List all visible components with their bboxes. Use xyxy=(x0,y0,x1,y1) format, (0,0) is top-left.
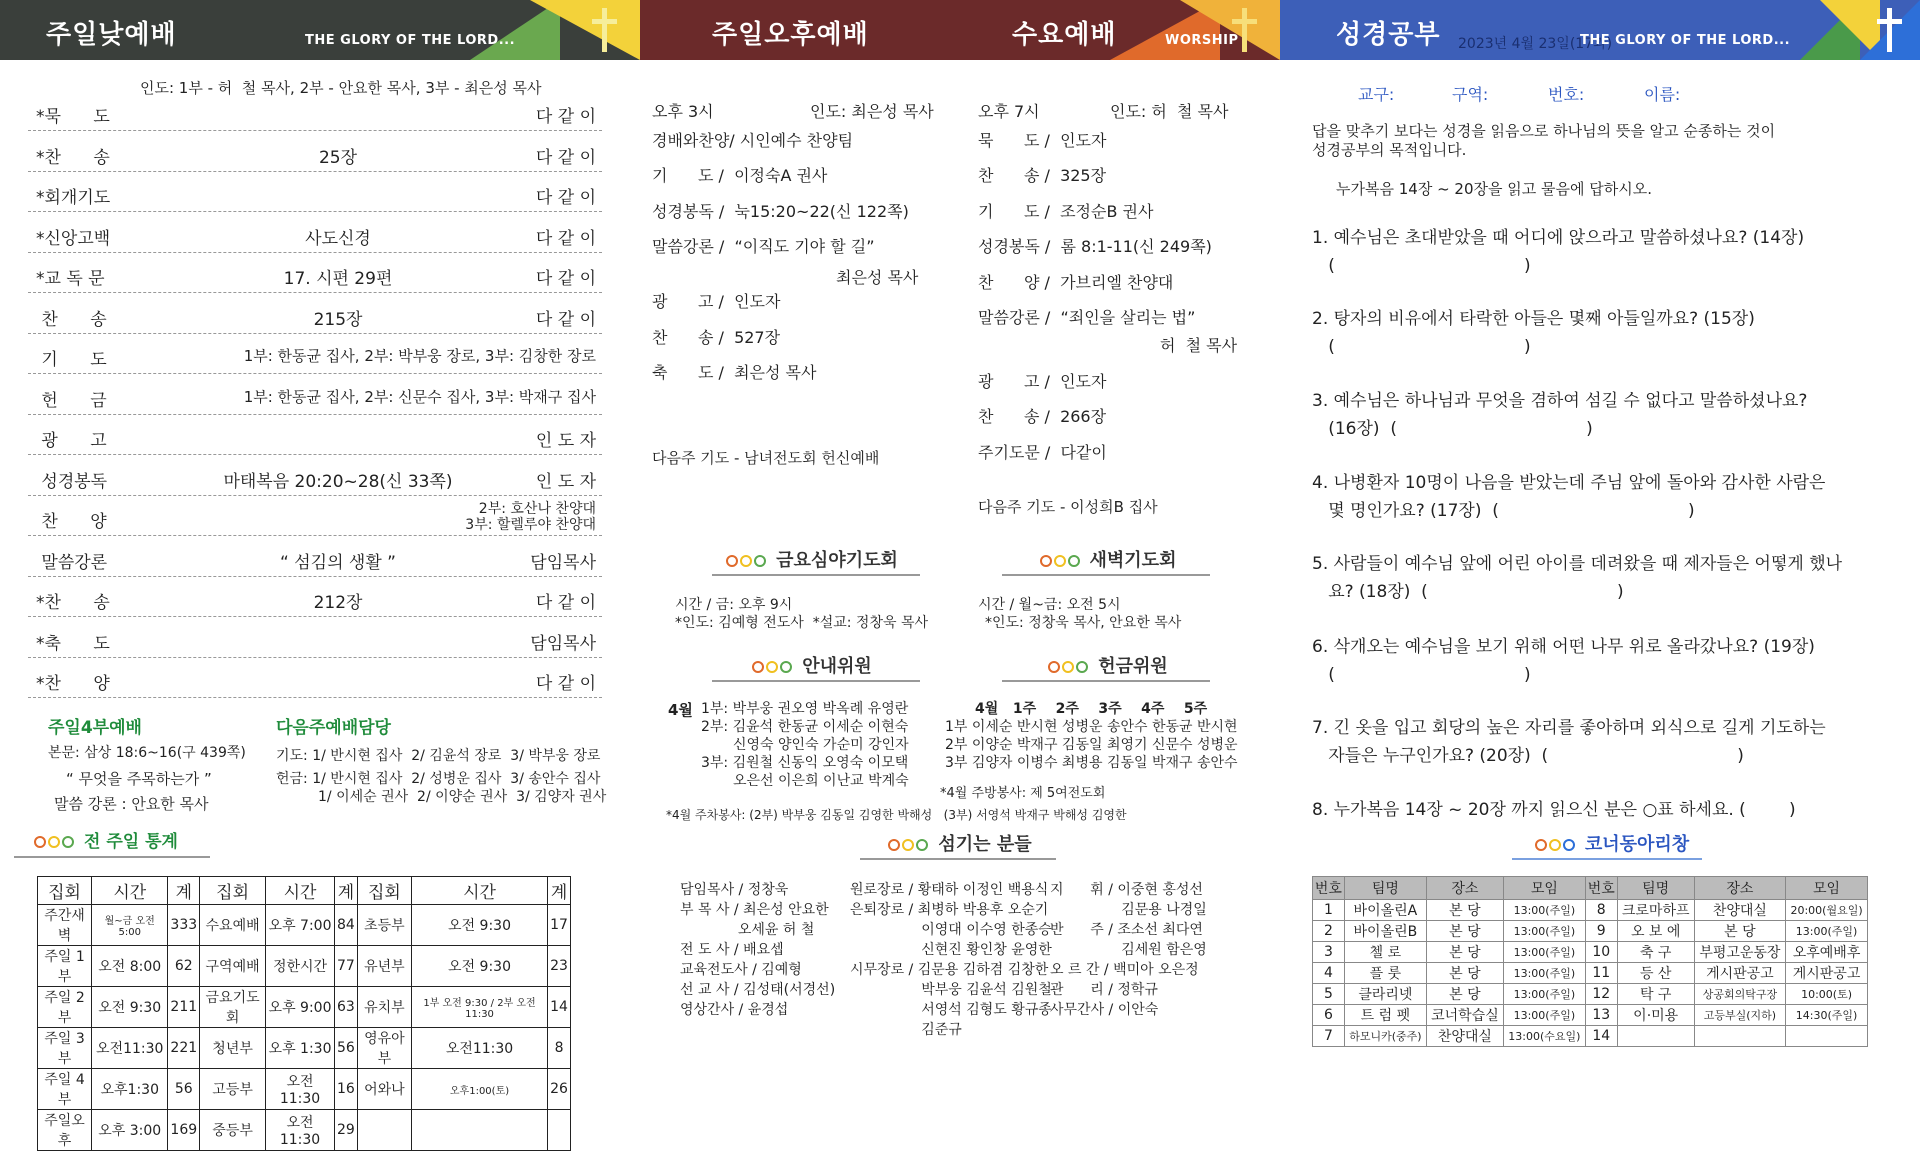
wednesday-line: 기 도 / 조정순B 권사 xyxy=(978,202,1154,221)
ushers-heading: 안내위원 xyxy=(712,652,912,678)
row-leader: 담임목사 xyxy=(530,552,596,573)
header-subtitle: THE GLORY OF THE LORD... xyxy=(305,33,516,48)
offering-heading: 헌금위원 xyxy=(1008,652,1208,678)
question: 8. 누가복음 14장 ~ 20장 까지 읽으신 분은 ○표 하세요. ( ) xyxy=(1312,800,1796,820)
offering-line: 3부 김양자 이병수 최병용 김동일 박재구 송안수 xyxy=(945,755,1238,771)
club-cell: 코너학습실 xyxy=(1426,1005,1503,1026)
club-cell: 등 산 xyxy=(1617,963,1694,984)
stats-cell: 수요예배 xyxy=(200,905,266,946)
club-cell: 크로마하프 xyxy=(1617,900,1694,921)
stats-row xyxy=(38,987,571,1028)
usher-line: 2부: 김윤석 한동균 이세순 이현숙 xyxy=(701,719,909,735)
row-leader: 다 같 이 xyxy=(535,269,596,289)
stats-heading xyxy=(34,827,178,852)
stats-cell: 17 xyxy=(548,905,571,946)
stats-cell: 8 xyxy=(548,1028,571,1069)
club-cell: 10:00(토) xyxy=(1786,984,1868,1005)
stats-header: 계 xyxy=(335,877,358,905)
worship-row xyxy=(28,337,602,374)
stats-cell: 금요기도회 xyxy=(200,987,266,1028)
field-name: 이름: xyxy=(1644,85,1681,104)
club-cell: 본 당 xyxy=(1426,984,1503,1005)
dots-icon xyxy=(1048,656,1090,677)
stats-cell: 청년부 xyxy=(200,1028,266,1069)
staff-col-2: 원로장로 / 황태하 이정인 백용식 은퇴장로 / 최병하 박용후 오순기 이영대 이수영 한종승 신현진 황인창 윤영한 시무장로 / 김문용 김하겸 김창한 박부웅 김윤석 김원철 서영석 김형도 황규종 김준규 xyxy=(850,882,1052,1038)
header-bible-study xyxy=(1280,0,1920,60)
offering-header: 4월 1주 2주 3주 4주 5주 xyxy=(975,701,1208,717)
row-leader: 2부: 호산나 찬양대 3부: 할렐루야 찬양대 xyxy=(465,501,596,533)
club-table xyxy=(1312,876,1868,1047)
stats-header: 집회 xyxy=(38,877,92,905)
club-cell: 14:30(주일) xyxy=(1786,1005,1868,1026)
stats-cell: 주일 4부 xyxy=(38,1069,92,1110)
stats-cell: 오후1:30 xyxy=(92,1069,168,1110)
club-cell: 13:00(주일) xyxy=(1503,921,1585,942)
club-row xyxy=(1313,984,1868,1005)
afternoon-line: 기 도 / 이정숙A 권사 xyxy=(652,166,828,185)
dawn-time: 시간 / 월~금: 오전 5시 xyxy=(978,597,1121,613)
stats-header: 계 xyxy=(168,877,200,905)
worship-row xyxy=(28,661,602,698)
stats-cell: 주일 2부 xyxy=(38,987,92,1028)
cross-icon xyxy=(1230,8,1260,52)
stats-cell: 16 xyxy=(335,1069,358,1110)
cross-icon xyxy=(1875,8,1905,52)
row-label: *찬 송 xyxy=(36,593,110,613)
row-leader: 다 같 이 xyxy=(535,188,596,208)
stats-cell: 오후 7:00 xyxy=(266,905,335,946)
worship-row xyxy=(28,297,602,334)
club-row xyxy=(1313,900,1868,921)
row-leader: 다 같 이 xyxy=(535,147,596,168)
question: 6. 삭개오는 예수님을 보기 위해 어떤 나무 위로 올라갔나요? (19장) ( ) xyxy=(1312,637,1815,685)
stats-cell: 오전 9:30 xyxy=(411,905,547,946)
usher-line: 1부: 박부웅 권오영 박옥례 유영란 xyxy=(701,701,909,717)
club-row xyxy=(1313,963,1868,984)
study-intro: 답을 맞추기 보다는 성경을 읽음으로 하나님의 뜻을 알고 순종하는 것이 성경공부의 목적입니다. xyxy=(1312,122,1776,159)
offering-line: 1부 이세순 반시현 성병운 송안수 한동균 반시현 xyxy=(945,719,1238,735)
club-cell: 오 보 에 xyxy=(1617,921,1694,942)
stats-cell: 주일 3부 xyxy=(38,1028,92,1069)
dots-icon xyxy=(726,550,768,571)
club-row xyxy=(1313,1026,1868,1047)
stats-header: 시간 xyxy=(266,877,335,905)
club-cell: 찬양대실 xyxy=(1426,1026,1503,1047)
row-label: *교 독 문 xyxy=(36,269,105,289)
club-cell: 게시판공고 xyxy=(1694,963,1785,984)
club-cell: 13:00(주일) xyxy=(1503,942,1585,963)
stats-row xyxy=(38,1028,571,1069)
next-week-prayer: 기도: 1/ 반시현 집사 2/ 김윤석 장로 3/ 박부웅 장로 xyxy=(276,748,601,764)
header-sunday-morning xyxy=(0,0,640,60)
dots-icon xyxy=(888,834,930,855)
stats-cell: 23 xyxy=(548,946,571,987)
row-label: *회개기도 xyxy=(36,188,111,208)
stats-cell: 333 xyxy=(168,905,200,946)
next-week-title: 다음주예배담당 xyxy=(276,718,391,738)
stats-row xyxy=(38,905,571,946)
club-heading: 코너동아리창 xyxy=(1512,830,1712,856)
worship-row xyxy=(28,621,602,658)
ushers-month: 4월 xyxy=(668,701,693,719)
row-label: *찬 송 xyxy=(36,147,110,168)
stats-cell: 56 xyxy=(335,1028,358,1069)
stats-cell: 어와나 xyxy=(357,1069,411,1110)
worship-row xyxy=(28,499,602,536)
stats-cell xyxy=(548,1110,571,1151)
row-label: 헌 금 xyxy=(36,390,107,411)
row-content: 212장 xyxy=(313,593,363,613)
question: 4. 나병환자 10명이 나음을 받았는데 주님 앞에 돌아와 감사한 사람은 몇 명인가요? (17장) ( ) xyxy=(1312,473,1826,521)
offering-line: 2부 이양순 박재구 김동일 최영기 신문수 성병운 xyxy=(945,737,1238,753)
stats-cell: 오후 9:00 xyxy=(266,987,335,1028)
club-cell: 20:00(월요일) xyxy=(1786,900,1868,921)
header-subtitle-wednesday: WORSHIP xyxy=(1165,33,1239,48)
club-cell: 2 xyxy=(1313,921,1345,942)
question: 5. 사람들이 예수님 앞에 어린 아이를 데려왔을 때 제자들은 어떻게 했나 요? (18장) ( ) xyxy=(1312,554,1843,602)
afternoon-line: 성경봉독 / 눅15:20~22(신 122쪽) xyxy=(652,202,909,221)
row-content: 마태복음 20:20~28(신 33쪽) xyxy=(223,471,453,492)
afternoon-leader: 인도: 최은성 목사 xyxy=(810,102,934,121)
stats-cell: 63 xyxy=(335,987,358,1028)
next-week-offering-2: 1/ 이세순 권사 2/ 이양순 권사 3/ 김양자 권사 xyxy=(318,789,607,805)
stats-cell: 오전 9:30 xyxy=(411,946,547,987)
club-cell: 13:00(주일) xyxy=(1503,984,1585,1005)
club-cell: 부평고운동장 xyxy=(1694,942,1785,963)
club-header: 모임 xyxy=(1786,877,1868,900)
club-cell: 첼 로 xyxy=(1344,942,1426,963)
afternoon-time: 오후 3시 xyxy=(652,102,714,121)
wednesday-next-prayer: 다음주 기도 - 이성희B 집사 xyxy=(978,498,1158,516)
stats-cell: 구역예배 xyxy=(200,946,266,987)
stats-row xyxy=(38,946,571,987)
club-cell: 본 당 xyxy=(1426,963,1503,984)
stats-cell: 주간새벽 xyxy=(38,905,92,946)
stats-cell: 211 xyxy=(168,987,200,1028)
fourth-service-text: 본문: 삼상 18:6~16(구 439쪽) xyxy=(48,745,246,761)
field-number: 번호: xyxy=(1548,85,1585,104)
wednesday-time: 오후 7시 xyxy=(978,102,1040,121)
row-content: 17. 시편 29편 xyxy=(283,269,393,289)
club-cell: 오후예배후 xyxy=(1786,942,1868,963)
club-cell: 탁 구 xyxy=(1617,984,1694,1005)
wednesday-leader: 인도: 허 철 목사 xyxy=(1110,102,1229,121)
club-row xyxy=(1313,921,1868,942)
header-title-wednesday: 수요예배 xyxy=(1012,20,1117,50)
club-cell: 13:00(주일) xyxy=(1786,921,1868,942)
stats-cell: 169 xyxy=(168,1110,200,1151)
worship-row xyxy=(28,418,602,455)
dots-icon xyxy=(752,656,794,677)
row-label: *축 도 xyxy=(36,633,110,654)
club-cell: 하모니카(중주) xyxy=(1344,1026,1426,1047)
club-cell: 바이올린A xyxy=(1344,900,1426,921)
fourth-service-preacher: 말씀 강론 : 안요한 목사 xyxy=(54,795,209,813)
stats-cell xyxy=(411,1110,547,1151)
club-cell: 11 xyxy=(1585,963,1617,984)
wednesday-line: 주기도문 / 다같이 xyxy=(978,443,1107,462)
row-leader: 1부: 한동균 집사, 2부: 신문수 집사, 3부: 박재구 집사 xyxy=(243,387,596,406)
club-cell: 클라리넷 xyxy=(1344,984,1426,1005)
question: 3. 예수님은 하나님과 무엇을 겸하여 섬길 수 없다고 말씀하셨나요? (16장) ( ) xyxy=(1312,391,1808,439)
header-sunday-afternoon xyxy=(640,0,1280,60)
club-cell: 본 당 xyxy=(1426,921,1503,942)
club-cell: 이·미용 xyxy=(1617,1005,1694,1026)
fourth-service-sermon: “ 무엇을 주목하는가 ” xyxy=(66,770,212,788)
stats-cell: 56 xyxy=(168,1069,200,1110)
dots-icon xyxy=(1040,550,1082,571)
club-cell: 6 xyxy=(1313,1005,1345,1026)
stats-cell: 14 xyxy=(548,987,571,1028)
stats-cell: 유치부 xyxy=(357,987,411,1028)
stats-cell: 오전 8:00 xyxy=(92,946,168,987)
club-cell: 트 럼 펫 xyxy=(1344,1005,1426,1026)
afternoon-line: 최은성 목사 xyxy=(836,268,919,287)
club-cell: 플 룻 xyxy=(1344,963,1426,984)
row-leader: 인 도 자 xyxy=(535,431,596,451)
club-header: 모임 xyxy=(1503,877,1585,900)
stats-cell: 26 xyxy=(548,1069,571,1110)
club-cell: 13:00(수요일) xyxy=(1503,1026,1585,1047)
usher-line: 신영숙 양인숙 가순미 강인자 xyxy=(733,737,909,753)
row-label: *묵 도 xyxy=(36,107,110,127)
club-cell: 본 당 xyxy=(1426,900,1503,921)
morning-leaders: 인도: 1부 - 허 철 목사, 2부 - 안요한 목사, 3부 - 최은성 목사 xyxy=(140,79,542,97)
club-cell: 축 구 xyxy=(1617,942,1694,963)
afternoon-line: 축 도 / 최은성 목사 xyxy=(652,363,817,382)
row-content: 25장 xyxy=(318,147,358,168)
club-cell: 3 xyxy=(1313,942,1345,963)
club-cell: 상공회의탁구장 xyxy=(1694,984,1785,1005)
wednesday-line: 찬 송 / 266장 xyxy=(978,407,1107,426)
row-leader: 담임목사 xyxy=(530,633,596,654)
fourth-service-title: 주일4부예배 xyxy=(48,718,142,738)
club-cell: 12 xyxy=(1585,984,1617,1005)
worship-row xyxy=(28,175,602,212)
club-cell: 13 xyxy=(1585,1005,1617,1026)
club-header: 팀명 xyxy=(1617,877,1694,900)
stats-cell: 주일오후 xyxy=(38,1110,92,1151)
row-leader: 다 같 이 xyxy=(535,674,596,694)
stats-row xyxy=(38,1069,571,1110)
wednesday-line: 허 철 목사 xyxy=(1160,336,1238,355)
field-district: 교구: xyxy=(1358,85,1395,104)
club-row xyxy=(1313,1005,1868,1026)
stats-cell: 오전11:30 xyxy=(411,1028,547,1069)
stats-cell: 62 xyxy=(168,946,200,987)
kitchen-service: *4월 주방봉사: 제 5여전도회 xyxy=(940,786,1106,801)
club-cell: 8 xyxy=(1585,900,1617,921)
stats-row xyxy=(38,1110,571,1151)
row-leader: 다 같 이 xyxy=(535,309,596,330)
afternoon-line: 경배와찬양/ 시인예수 찬양팀 xyxy=(652,131,854,150)
row-leader: 다 같 이 xyxy=(535,593,596,613)
row-label: 기 도 xyxy=(36,350,107,370)
club-cell: 13:00(주일) xyxy=(1503,963,1585,984)
club-cell xyxy=(1786,1026,1868,1047)
worship-row xyxy=(28,378,602,415)
club-cell: 바이올린B xyxy=(1344,921,1426,942)
question: 2. 탕자의 비유에서 타락한 아들은 몇째 아들일까요? (15장) ( ) xyxy=(1312,309,1755,357)
afternoon-next-prayer: 다음주 기도 - 남녀전도회 헌신예배 xyxy=(652,449,880,467)
row-content: 사도신경 xyxy=(305,228,371,249)
club-cell: 게시판공고 xyxy=(1786,963,1868,984)
club-cell: 5 xyxy=(1313,984,1345,1005)
stats-cell: 오후1:00(토) xyxy=(411,1069,547,1110)
stats-cell: 오전11:30 xyxy=(266,1069,335,1110)
stats-cell: 오전11:30 xyxy=(266,1110,335,1151)
stats-header: 계 xyxy=(548,877,571,905)
question: 7. 긴 옷을 입고 회당의 높은 자리를 좋아하며 외식으로 길게 기도하는 자들은 누구인가요? (20장) ( ) xyxy=(1312,718,1826,766)
header-subtitle: THE GLORY OF THE LORD... xyxy=(1580,33,1791,48)
club-cell: 9 xyxy=(1585,921,1617,942)
next-week-offering: 헌금: 1/ 반시현 집사 2/ 성병운 집사 3/ 송안수 집사 xyxy=(276,771,601,787)
afternoon-line: 광 고 / 인도자 xyxy=(652,292,781,311)
club-cell: 7 xyxy=(1313,1026,1345,1047)
row-leader: 인 도 자 xyxy=(535,471,596,492)
club-cell xyxy=(1694,1026,1785,1047)
stats-cell: 월~금 오전 5:00 xyxy=(92,905,168,946)
club-cell: 13:00(주일) xyxy=(1503,1005,1585,1026)
stats-header: 집회 xyxy=(200,877,266,905)
staff-col-1: 담임목사 / 정창욱 부 목 사 / 최은성 안요한 오세윤 허 철 전 도 사 / 배요셉 교육전도사 / 김예형 선 교 사 / 김성태(서경선) 영상간사 / 윤경섭 xyxy=(680,882,836,1018)
club-header: 번호 xyxy=(1313,877,1345,900)
row-label: *신앙고백 xyxy=(36,228,111,249)
club-cell: 4 xyxy=(1313,963,1345,984)
study-instruction: 누가복음 14장 ~ 20장을 읽고 물음에 답하시오. xyxy=(1336,180,1652,198)
stats-cell: 1부 오전 9:30 / 2부 오전 11:30 xyxy=(411,987,547,1028)
friday-time: 시간 / 금: 오후 9시 xyxy=(675,597,793,613)
wednesday-line: 말씀강론 / “죄인을 살리는 법” xyxy=(978,308,1196,327)
club-row xyxy=(1313,942,1868,963)
friday-heading: 금요심야기도회 xyxy=(712,546,912,572)
club-header: 장소 xyxy=(1426,877,1503,900)
usher-line: 오은선 이은희 이난교 박계숙 xyxy=(733,773,909,789)
row-label: 찬 양 xyxy=(36,512,107,532)
stats-title: 전 주일 통계 xyxy=(84,832,178,852)
club-cell: 본 당 xyxy=(1426,942,1503,963)
stats-cell: 정한시간 xyxy=(266,946,335,987)
worship-row xyxy=(28,94,602,131)
stats-cell: 221 xyxy=(168,1028,200,1069)
club-cell: 찬양대실 xyxy=(1694,900,1785,921)
club-cell: 14 xyxy=(1585,1026,1617,1047)
stats-cell xyxy=(357,1110,411,1151)
stats-cell: 77 xyxy=(335,946,358,987)
worship-row xyxy=(28,580,602,617)
stats-cell: 초등부 xyxy=(357,905,411,946)
stats-cell: 오후 1:30 xyxy=(266,1028,335,1069)
worship-row xyxy=(28,216,602,253)
usher-line: 3부: 김원철 신동익 오영숙 이모택 xyxy=(701,755,909,771)
stats-header: 시간 xyxy=(92,877,168,905)
stats-cell: 영유아부 xyxy=(357,1028,411,1069)
stats-cell: 유년부 xyxy=(357,946,411,987)
dots-icon xyxy=(34,832,76,852)
parking-service: *4월 주차봉사: (2부) 박부웅 김동일 김영한 박해성 (3부) 서영석 박재구 박해성 김영한 xyxy=(666,808,1127,822)
afternoon-line: 말씀강론 / “이직도 기야 할 길” xyxy=(652,237,875,256)
row-label: 찬 송 xyxy=(36,309,107,330)
friday-leader: *인도: 김예형 전도사 *설교: 정창욱 목사 xyxy=(675,615,928,631)
club-cell: 10 xyxy=(1585,942,1617,963)
club-cell: 본 당 xyxy=(1694,921,1785,942)
wednesday-line: 묵 도 / 인도자 xyxy=(978,131,1107,150)
worship-row xyxy=(28,256,602,293)
row-content: 215장 xyxy=(313,309,363,330)
staff-heading: 섬기는 분들 xyxy=(860,830,1060,856)
row-leader: 다 같 이 xyxy=(535,107,596,127)
row-label: 광 고 xyxy=(36,431,107,451)
worship-row xyxy=(28,135,602,172)
wednesday-line: 광 고 / 인도자 xyxy=(978,372,1107,391)
stats-cell: 84 xyxy=(335,905,358,946)
wednesday-line: 찬 송 / 325장 xyxy=(978,166,1107,185)
stats-cell: 주일 1부 xyxy=(38,946,92,987)
row-label: *찬 양 xyxy=(36,674,110,694)
afternoon-line: 찬 송 / 527장 xyxy=(652,328,781,347)
staff-col-3: 지 휘 / 이중현 홍성선 김문용 나경일 반 주 / 조소선 최다연 김세원 함은영 오 르 간 / 백미아 오은정 관 리 / 정학규 사무간사 / 이안숙 xyxy=(1050,882,1207,1018)
stats-cell: 오후 3:00 xyxy=(92,1110,168,1151)
header-title: 주일낮예배 xyxy=(46,20,177,50)
cross-icon xyxy=(590,8,620,52)
stats-cell: 고등부 xyxy=(200,1069,266,1110)
stats-cell: 29 xyxy=(335,1110,358,1151)
club-cell: 고등부실(지하) xyxy=(1694,1005,1785,1026)
header-title: 주일오후예배 xyxy=(712,20,869,50)
question: 1. 예수님은 초대받았을 때 어디에 앉으라고 말씀하셨나요? (14장) ( ) xyxy=(1312,228,1805,276)
header-title: 성경공부 xyxy=(1336,20,1441,50)
club-header: 팀명 xyxy=(1344,877,1426,900)
row-leader: 1부: 한동균 집사, 2부: 박부웅 장로, 3부: 김창한 장로 xyxy=(243,347,596,365)
stats-header: 집회 xyxy=(357,877,411,905)
header-date: 2023년 4월 23일(17과) xyxy=(1458,36,1613,52)
club-cell: 1 xyxy=(1313,900,1345,921)
row-label: 말씀강론 xyxy=(36,552,108,573)
stats-header: 시간 xyxy=(411,877,547,905)
dawn-leader: *인도: 정창욱 목사, 안요한 목사 xyxy=(985,615,1182,631)
row-leader: 다 같 이 xyxy=(535,228,596,249)
field-zone: 구역: xyxy=(1452,85,1489,104)
stats-cell: 오전 9:30 xyxy=(92,987,168,1028)
worship-row xyxy=(28,540,602,577)
stats-table xyxy=(37,876,571,1151)
dots-icon xyxy=(1535,834,1577,855)
club-header: 장소 xyxy=(1694,877,1785,900)
club-cell xyxy=(1617,1026,1694,1047)
row-label: 성경봉독 xyxy=(36,471,108,492)
worship-row xyxy=(28,459,602,496)
wednesday-line: 찬 양 / 가브리엘 찬양대 xyxy=(978,273,1174,292)
club-header: 번호 xyxy=(1585,877,1617,900)
row-content: “ 섬김의 생활 ” xyxy=(280,552,396,573)
club-cell: 13:00(주일) xyxy=(1503,900,1585,921)
stats-cell: 오전11:30 xyxy=(92,1028,168,1069)
stats-cell: 중등부 xyxy=(200,1110,266,1151)
wednesday-line: 성경봉독 / 롬 8:1-11(신 249쪽) xyxy=(978,237,1212,256)
dawn-heading: 새벽기도회 xyxy=(1008,546,1208,572)
